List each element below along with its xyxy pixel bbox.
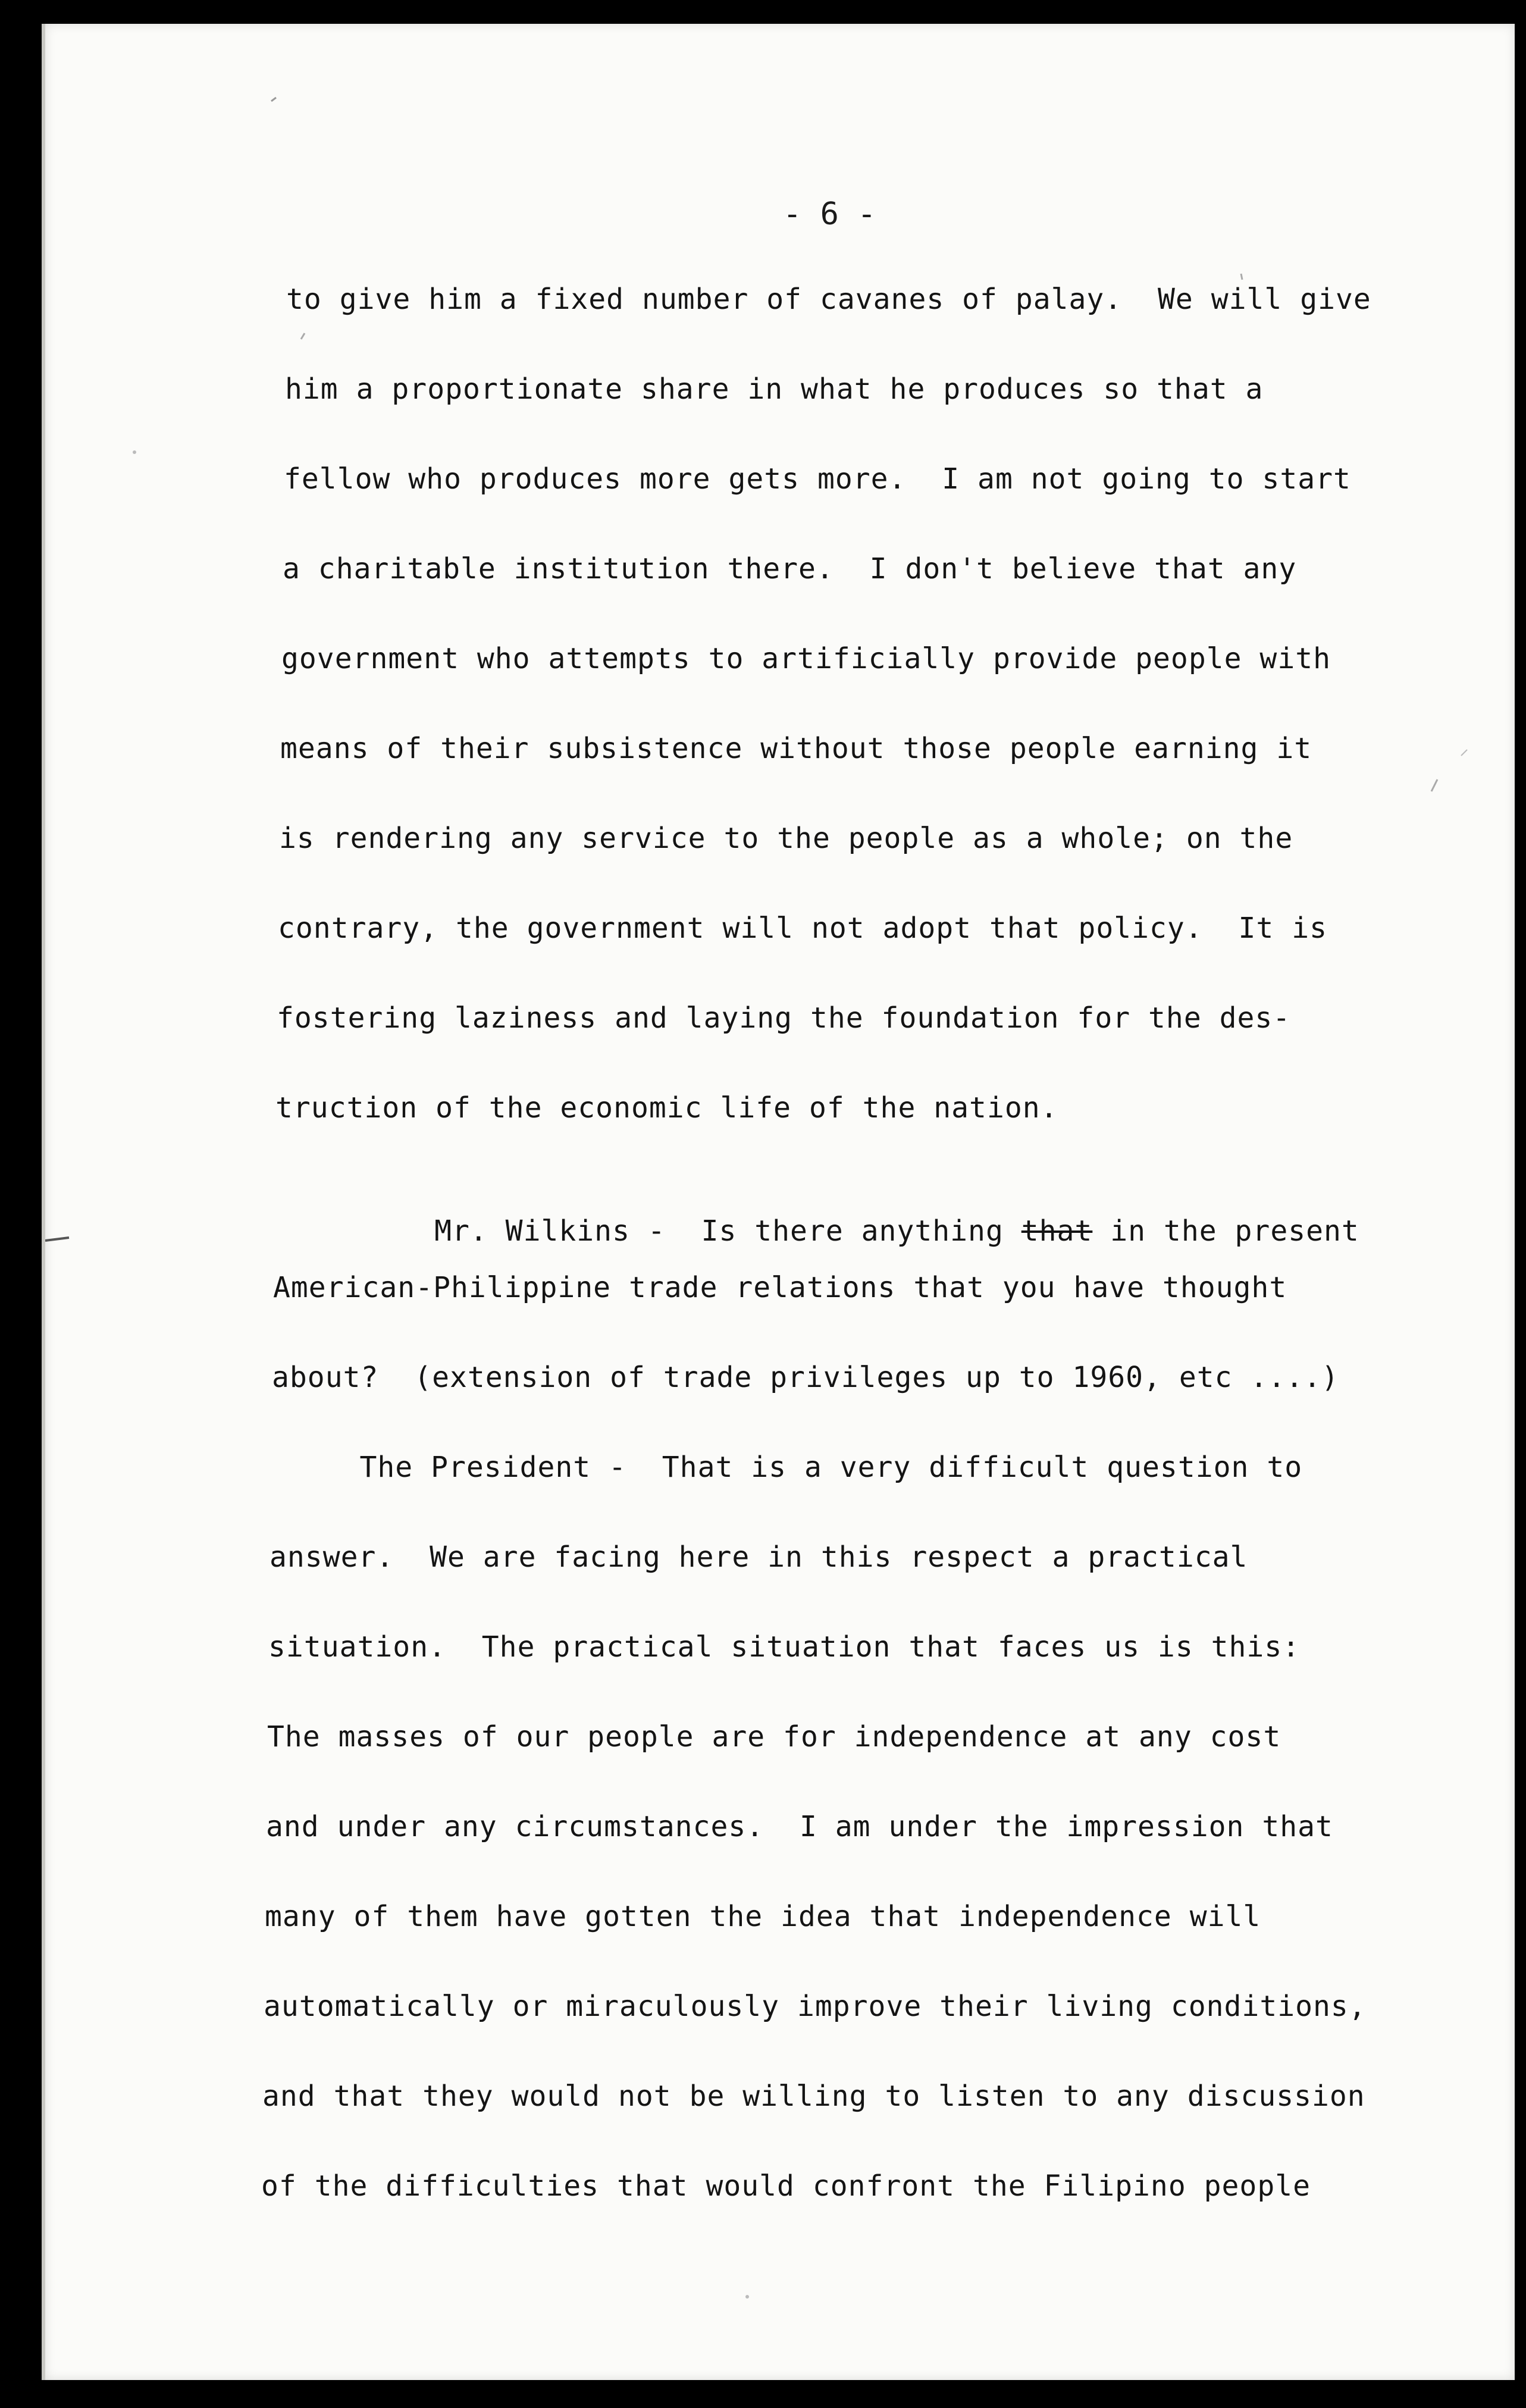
text-line: automatically or miraculously improve their living conditions,	[264, 1990, 1367, 2023]
text-line: is rendering any service to the people as a whole; on the	[279, 822, 1293, 855]
text-line: and that they would not be willing to listen to any discussion	[262, 2080, 1365, 2113]
text-line: fellow who produces more gets more. I am not going to start	[284, 462, 1351, 496]
text-line: about? (extension of trade privileges up to 1960, etc ....)	[272, 1361, 1339, 1394]
page-number: - 6 -	[783, 196, 876, 232]
text-line: The President - That is a very difficult question to	[271, 1451, 1303, 1484]
text-line: a charitable institution there. I don't believe that any	[283, 552, 1297, 585]
text-line: means of their subsistence without those people earning it	[280, 732, 1312, 765]
text-line: him a proportionate share in what he produces so that a	[285, 372, 1264, 406]
text-line: fostering laziness and laying the foundation for the des-	[277, 1001, 1291, 1035]
text-line: American-Philippine trade relations that you have thought	[273, 1271, 1287, 1304]
struck-word: that	[1021, 1214, 1093, 1248]
document-page	[42, 24, 1515, 2380]
text-line: government who attempts to artificially provide people with	[281, 642, 1331, 675]
text-segment: Mr. Wilkins - Is there anything	[345, 1214, 1021, 1248]
text-line: truction of the economic life of the nation.	[275, 1091, 1058, 1125]
text-line: of the difficulties that would confront the Filipino people	[261, 2169, 1311, 2203]
text-line: to give him a fixed number of cavanes of palay. We will give	[286, 283, 1371, 316]
text-line: situation. The practical situation that faces us is this:	[268, 1630, 1301, 1664]
text-line: The masses of our people are for independence at any cost	[267, 1720, 1281, 1753]
text-line: and under any circumstances. I am under the impression that	[266, 1810, 1333, 1843]
text-line: answer. We are facing here in this respect a practical	[270, 1540, 1248, 1574]
text-segment: in the present	[1092, 1214, 1359, 1248]
text-line: contrary, the government will not adopt that policy. It is	[278, 912, 1328, 945]
text-line: many of them have gotten the idea that independence will	[265, 1900, 1261, 1933]
text-line	[274, 1181, 1359, 1281]
